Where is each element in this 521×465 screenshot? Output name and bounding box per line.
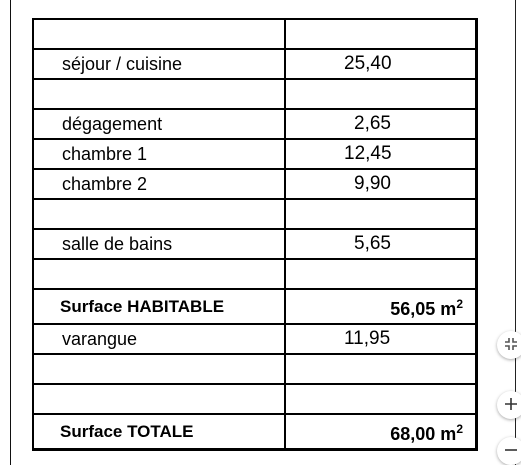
table-row — [33, 139, 477, 169]
habitable-area — [285, 289, 477, 324]
table-row — [33, 79, 477, 109]
unit-exponent: 2 — [456, 297, 463, 311]
room-label: varangue — [33, 324, 285, 354]
table-row-grand-total — [33, 414, 477, 450]
fit-to-page-button[interactable] — [497, 331, 521, 359]
total-value: 68,00 m — [390, 424, 457, 444]
room-label: séjour / cuisine — [33, 49, 285, 79]
room-label — [33, 19, 285, 49]
room-label — [33, 384, 285, 414]
table-row-habitable-total — [33, 289, 477, 324]
table-row — [33, 384, 477, 414]
room-area: 9,90 — [285, 169, 477, 199]
zoom-out-button[interactable] — [497, 437, 521, 465]
table-row — [33, 49, 477, 79]
surface-table — [32, 18, 478, 451]
room-area: 12,45 — [285, 139, 477, 169]
page-edge-left — [10, 0, 11, 465]
habitable-value: 56,05 m — [390, 299, 457, 319]
fit-to-page-icon — [504, 337, 518, 353]
room-label: chambre 2 — [33, 169, 285, 199]
table-row — [33, 19, 477, 49]
table-row — [33, 259, 477, 289]
minus-icon — [504, 442, 518, 460]
table-row — [33, 169, 477, 199]
room-area — [285, 259, 477, 289]
habitable-label: Surface HABITABLE — [33, 289, 285, 324]
room-area: 11,95 — [285, 324, 477, 354]
room-label: chambre 1 — [33, 139, 285, 169]
room-area: 2,65 — [285, 109, 477, 139]
room-label — [33, 79, 285, 109]
room-label — [33, 199, 285, 229]
room-label — [33, 354, 285, 384]
room-area — [285, 199, 477, 229]
room-area — [285, 354, 477, 384]
room-label: salle de bains — [33, 229, 285, 259]
total-label: Surface TOTALE — [33, 414, 285, 450]
room-label: dégagement — [33, 109, 285, 139]
table-row — [33, 354, 477, 384]
room-area: 25,40 — [285, 49, 477, 79]
room-area — [285, 79, 477, 109]
unit-exponent: 2 — [456, 422, 463, 436]
zoom-in-button[interactable] — [497, 391, 521, 419]
table-row — [33, 324, 477, 354]
total-area — [285, 414, 477, 450]
table-row — [33, 109, 477, 139]
plus-icon — [504, 396, 518, 414]
room-area — [285, 384, 477, 414]
room-label — [33, 259, 285, 289]
table-row — [33, 199, 477, 229]
room-area: 5,65 — [285, 229, 477, 259]
room-area — [285, 19, 477, 49]
table-row — [33, 229, 477, 259]
